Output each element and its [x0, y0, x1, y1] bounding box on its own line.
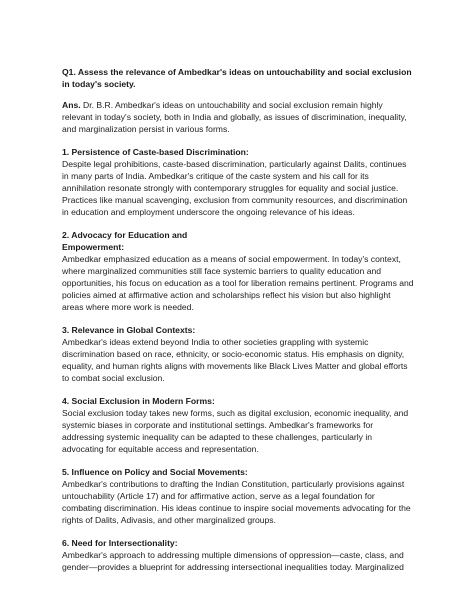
section-body: Ambedkar's approach to addressing multiple dimensions of oppression—caste, class, and gender—provides a blueprint for addressing intersectional inequalities today. Marginalized: [62, 550, 404, 572]
section-heading: 4. Social Exclusion in Modern Forms:: [62, 396, 215, 406]
section-body: Ambedkar emphasized education as a means of social empowerment. In today's context, where marginalized communities still face systemic barriers to quality education and opportunities, his focus on education as a tool for liberation remains pertinent. Programs and policies aimed at affirmative action and scholarships reflect his vision but also highlight areas where more work is needed.: [62, 254, 414, 312]
section-heading: 3. Relevance in Global Contexts:: [62, 325, 196, 335]
section-body: Ambedkar's ideas extend beyond India to other societies grappling with systemic discrimination based on race, ethnicity, or socio-economic status. His emphasis on dignity, equality, and human rights aligns with movements like Black Lives Matter and global efforts to combat social exclusion.: [62, 337, 408, 383]
answer-intro: [62, 99, 414, 135]
section-heading: 2. Advocacy for Education and Empowerment:: [62, 230, 188, 252]
section-body: Despite legal prohibitions, caste-based discrimination, particularly against Dalits, continues in many parts of India. Ambedkar's critique of the caste system and his call for its annihilation resonate strongly with contemporary struggles for equality and social justice. Practices like manual scavenging, exclusion from community resources, and discrimination in education and employment underscore the ongoing relevance of his ideas.: [62, 159, 408, 217]
section-heading: 6. Need for Intersectionality:: [62, 538, 178, 548]
answer-intro-text: Dr. B.R. Ambedkar's ideas on untouchability and social exclusion remain highly relevant in today's society, both in India and globally, as issues of discrimination, inequality, and marginalization persist in various forms.: [62, 100, 407, 134]
section-body: Social exclusion today takes new forms, such as digital exclusion, economic inequality, and systemic biases in corporate and institutional settings. Ambedkar's frameworks for addressing systemic inequality can be adapted to these challenges, particularly in advocating for equitable access and representation.: [62, 408, 409, 454]
section-heading: 5. Influence on Policy and Social Movements:: [62, 467, 248, 477]
question-heading: Q1. Assess the relevance of Ambedkar's ideas on untouchability and social exclusion in today's society.: [62, 67, 412, 89]
section-body: Ambedkar's contributions to drafting the Indian Constitution, particularly provisions against untouchability (Article 17) and for affirmative action, serve as a legal foundation for combating discrimination. His ideas continue to inspire social movements advocating for the rights of Dalits, Adivasis, and other marginalized groups.: [62, 479, 411, 525]
section-caste-discrimination: [62, 146, 414, 218]
section-policy-movements: [62, 466, 414, 526]
section-modern-exclusion: [62, 395, 414, 455]
answer-label: Ans.: [62, 100, 81, 110]
section-heading: 1. Persistence of Caste-based Discrimination:: [62, 147, 249, 157]
section-intersectionality: [62, 537, 414, 573]
section-global-contexts: [62, 324, 414, 384]
section-education-empowerment: [62, 229, 414, 313]
